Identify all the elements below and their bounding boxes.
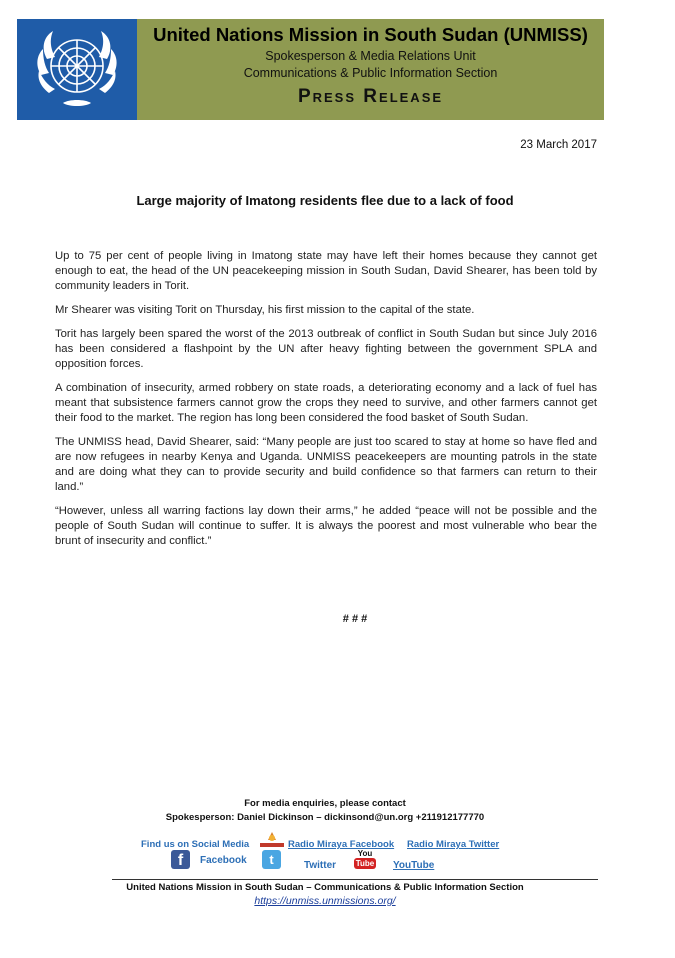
twitter-link[interactable]: Twitter [304, 860, 337, 871]
radio-miraya-facebook-link[interactable]: Radio Miraya Facebook [288, 839, 395, 850]
twitter-icon[interactable]: t [262, 850, 281, 869]
unit-name: Spokesperson & Media Relations Unit [265, 49, 476, 63]
header-banner [137, 19, 604, 120]
release-date: 23 March 2017 [520, 139, 597, 151]
paragraph: A combination of insecurity, armed robbery on state roads, a deteriorating economy and a lack of fuel has meant that subsistence farmers cannot grow the crops they need to survive, and other farmers cannot get their food to the market. The region has long been considered the food basket of South Sudan. [55, 382, 597, 424]
radio-miraya-icon [258, 830, 286, 850]
social-media-bar [141, 835, 541, 880]
article-body [55, 249, 597, 558]
mission-website-link[interactable]: https://unmiss.unmissions.org/ [254, 895, 396, 907]
social-label: Find us on Social Media [141, 839, 250, 850]
mission-title: United Nations Mission in South Sudan (UNMISS) [153, 24, 588, 45]
paragraph: “However, unless all warring factions lay down their arms,” he added “peace will not be possible and the people of South Sudan will continue to suffer. It is always the poorest and most vulnerable who bear the brunt of insecurity and conflict.” [55, 505, 597, 547]
paragraph: Up to 75 per cent of people living in Imatong state may have left their homes because they cannot get enough to eat, the head of the UN peacekeeping mission in South Sudan, David Shearer, has been told by community leaders in Torit. [55, 250, 597, 292]
facebook-link[interactable]: Facebook [200, 855, 247, 866]
paragraph: The UNMISS head, David Shearer, said: “Many people are just too scared to stay at home so have fled and are now refugees in nearby Kenya and Uganda. UNMISS peacekeepers are mounting patrols in the state and are doing what they can to provide security and build confidence so that farmers can return to their land.” [55, 436, 597, 493]
youtube-link[interactable]: YouTube [393, 860, 435, 871]
youtube-icon[interactable]: You Tube [355, 849, 375, 868]
un-logo [17, 19, 137, 120]
footer-organization: United Nations Mission in South Sudan – Communications & Public Information Section [126, 882, 524, 893]
enquiries-line: For media enquiries, please contact [244, 798, 406, 809]
spokesperson-line: Spokesperson: Daniel Dickinson – dickinsond@un.org +211912177770 [165, 812, 485, 823]
radio-miraya-twitter-link[interactable]: Radio Miraya Twitter [407, 839, 500, 850]
paragraph: Mr Shearer was visiting Torit on Thursday, his first mission to the capital of the state. [55, 304, 475, 316]
paragraph: Torit has largely been spared the worst of the 2013 outbreak of conflict in South Sudan but since July 2016 has been considered a flashpoint by the UN after heavy fighting between the government SPLA and opposition forces. [55, 328, 597, 370]
media-contact [0, 797, 650, 825]
section-name: Communications & Public Information Section [243, 66, 498, 80]
headline: Large majority of Imatong residents flee due to a lack of food [136, 193, 514, 208]
footer-divider [112, 879, 598, 880]
facebook-icon[interactable]: f [171, 850, 190, 869]
press-release-label: Press Release [297, 86, 444, 107]
end-mark: # # # [342, 613, 368, 625]
un-emblem-icon [17, 19, 137, 120]
